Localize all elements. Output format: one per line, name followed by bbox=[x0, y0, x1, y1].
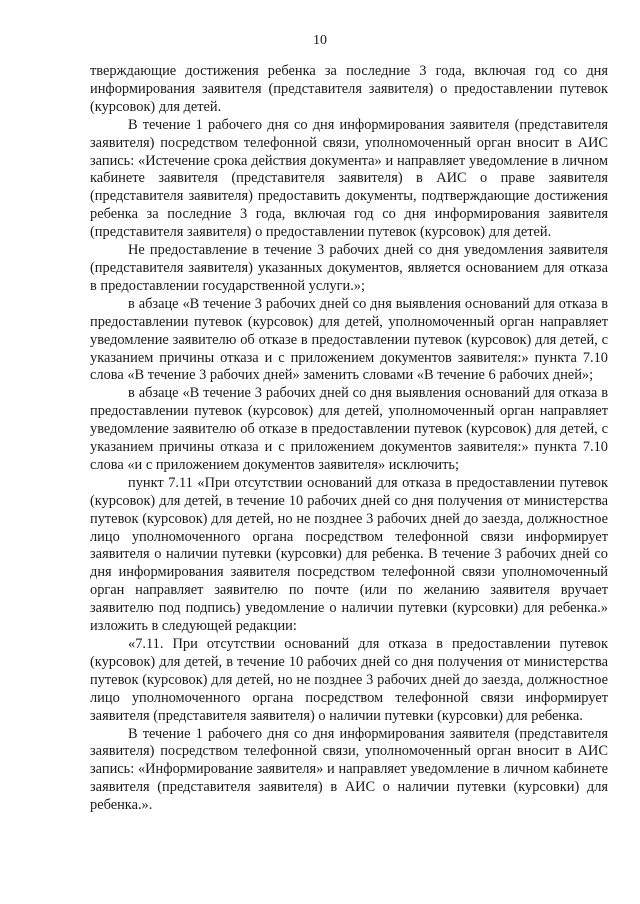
paragraph: В течение 1 рабочего дня со дня информирования заявителя (представителя заявителя) посредством телефонной связи, уполномоченный орган вносит в АИС запись: «Информирование заявителя» и направляет уведомление в личном кабинете заявителя (представителя заявителя) в АИС о наличии путевки (курсовки) для ребенка.». bbox=[90, 725, 608, 814]
paragraph-continuation: тверждающие достижения ребенка за последние 3 года, включая год со дня информирования заявителя (представителя заявителя) о предоставлении путевок (курсовок) для детей. bbox=[90, 63, 608, 115]
page-number: 10 bbox=[313, 33, 327, 48]
paragraph: «7.11. При отсутствии оснований для отказа в предоставлении путевок (курсовок) для детей, в течение 10 рабочих дней со дня получения от министерства путевок (курсовок) для детей, но не позднее 3 рабочих дней до заезда, должностное лицо уполномоченного органа посредством телефонной связи информирует заявителя (представителя заявителя) о наличии путевки (курсовки) для ребенка. bbox=[90, 636, 608, 724]
paragraph: пункт 7.11 «При отсутствии оснований для отказа в предоставлении путевок (курсовок) для детей, в течение 10 рабочих дней со дня получения от министерства путевок (курсовок) для детей, но не позднее 3 рабочих дней до заезда, должностное лицо уполномоченного органа посредством телефонной связи информирует заявителя о наличии путевки (курсовки) для ребенка. В течение 3 рабочих дней со дня информирования заявителя посредством телефонной связи уполномоченный орган направляет заявителю по почте (или по желанию заявителя вручает заявителю под подпись) уведомление о наличии путевки (курсовки) для ребенка.» изложить в следующей редакции: bbox=[90, 474, 608, 635]
paragraph: в абзаце «В течение 3 рабочих дней со дня выявления оснований для отказа в предоставлении путевок (курсовок) для детей, уполномоченный орган направляет уведомление заявителю об отказе в предоставлении путевок (курсовок) для детей, с указанием причины отказа и с приложением документов заявителя:» пункта 7.10 слова «и с приложением документов заявителя» исключить; bbox=[90, 385, 608, 473]
paragraph: Не предоставление в течение 3 рабочих дней со дня уведомления заявителя (представителя заявителя) указанных документов, является основанием для отказа в предоставлении государственной услуги.»; bbox=[90, 242, 608, 294]
paragraph: В течение 1 рабочего дня со дня информирования заявителя (представителя заявителя) посредством телефонной связи, уполномоченный орган вносит в АИС запись: «Истечение срока действия документа» и направляет уведомление в личном кабинете заявителя (представителя заявителя) в АИС о праве заявителя (представителя заявителя) предоставить документы, подтверждающие достижения ребенка за последние 3 года, включая год со дня информирования заявителя (представителя заявителя) о предоставлении путевок (курсовок) для детей. bbox=[90, 116, 608, 241]
document-body bbox=[90, 63, 608, 815]
paragraph: в абзаце «В течение 3 рабочих дней со дня выявления оснований для отказа в предоставлении путевок (курсовок) для детей, уполномоченный орган направляет уведомление заявителю об отказе в предоставлении путевок (курсовок) для детей, с указанием причины отказа и с приложением документов заявителя:» пункта 7.10 слова «В течение 3 рабочих дней» заменить словами «В течение 6 рабочих дней»; bbox=[90, 295, 608, 384]
